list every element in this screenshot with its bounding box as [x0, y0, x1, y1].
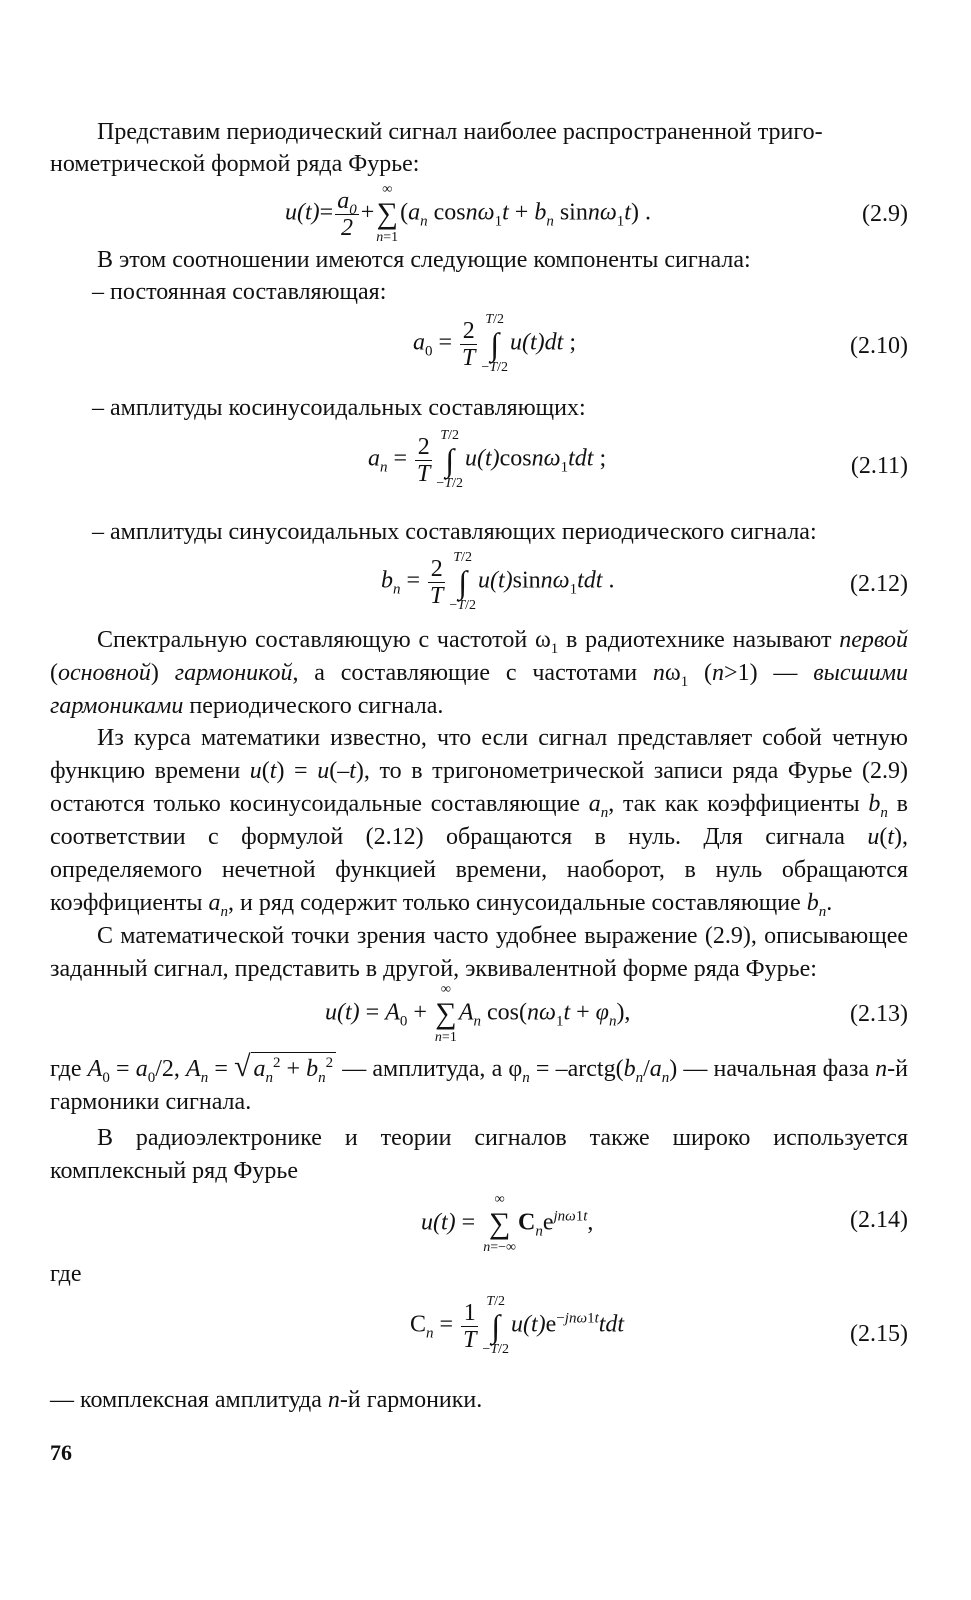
equation-2-15: $C_n$ = $\frac{1}{T}$ T/2 ∫ −T/2 $u(t)e^{-jn\omega 1t}tdt$ (2.15): [410, 1294, 908, 1357]
intro-line-2: нометрической формой ряда Фурье:: [50, 151, 420, 177]
complex-amplitude-line: — комплексная амплитуда n-й гармоники.: [50, 1387, 483, 1413]
complex-intro-paragraph: В радиоэлектронике и теории сигналов также широко используется комплексный ряд Фурье: [50, 1125, 908, 1184]
equation-number: (2.13): [850, 1001, 908, 1027]
equation-2-12: $b_n$ = $\frac{2}{T}$ T/2 ∫ −T/2 u(t)sinnω$_1$tdt . (2.12): [381, 550, 908, 613]
equation-number: (2.9): [862, 201, 908, 227]
equation-number: (2.15): [850, 1321, 908, 1347]
equation-number: (2.14): [850, 1207, 908, 1233]
where-label: где: [50, 1261, 82, 1287]
equation-2-13: $u(t) = A_0$ + ∞ ∑ n=1 $A_n$ $\cos(n\omega_1t + \varphi_n)$, (2.13): [325, 982, 908, 1045]
equation-2-9: u(t)= $\frac{a_0}{2}$ + ∞ ∑ n=1 ($a_n$ $\cos n\omega_1t + b_n$ sinnω$_1$t) . (2.9): [285, 182, 908, 245]
where-amplitude-paragraph: где $A_0 = a_0/2$, $A_n$ = √ $a_n^2 + b_n^2$ — амплитуда, а $\varphi_n$ = $-arctg(b_n/a_n)$ — начальная фаза n-й гармоники сигнала.: [50, 1050, 908, 1115]
math-view-paragraph: С математической точки зрения часто удобнее выражение (2.9), описывающее заданный сигнал, представить в другой, эквивалентной форме ряда Фурье:: [50, 923, 908, 982]
equation-2-10: $a_0$ = $\frac{2}{T}$ T/2 ∫ −T/2 u(t)dt ; (2.10): [413, 312, 908, 375]
equation-2-14: u(t) = ∞ ∑ n=−∞ $C_ne^{jn\omega 1t}$, (2.14): [421, 1192, 908, 1255]
equation-number: (2.11): [850, 453, 908, 479]
equation-2-11: $a_n$ = $\frac{2}{T}$ T/2 ∫ −T/2 u(t)cosnω$_1$tdt ; (2.11): [368, 428, 908, 491]
constant-component-label: – постоянная составляющая:: [92, 279, 387, 305]
sin-amplitudes-label: – амплитуды синусоидальных составляющих периодического сигнала:: [92, 519, 817, 545]
cos-amplitudes-label: – амплитуды косинусоидальных составляющих:: [92, 395, 586, 421]
spectral-paragraph: Спектральную составляющую с частотой $\omega_1$ в радиотехнике называют первой (основной) гармоникой, а составляющие с частотами $n\omega_1$ (n>1) — высшими гармониками периодического сигнала.: [50, 627, 909, 719]
equation-number: (2.10): [850, 333, 908, 359]
parity-paragraph: Из курса математики известно, что если сигнал представляет собой четную функцию времени u(t) = u(–t), то в тригонометрической записи ряда Фурье (2.9) остаются только косинусоидальные составляющие $a_n$, так как коэффициенты $b_n$ в соответствии с формулой (2.12) обращаются в нуль. Для сигнала u(t), определяемого нечетной функцией времени, наоборот, в нуль обращаются коэффициенты $a_n$, и ряд содержит только синусоидальные составляющие $b_n$.: [50, 725, 909, 920]
equation-number: (2.12): [850, 571, 908, 597]
intro-line-1: Представим периодический сигнал наиболее распространенной триго-: [97, 119, 823, 145]
components-intro: В этом соотношении имеются следующие компоненты сигнала:: [97, 247, 751, 273]
page-number: 76: [50, 1440, 72, 1465]
